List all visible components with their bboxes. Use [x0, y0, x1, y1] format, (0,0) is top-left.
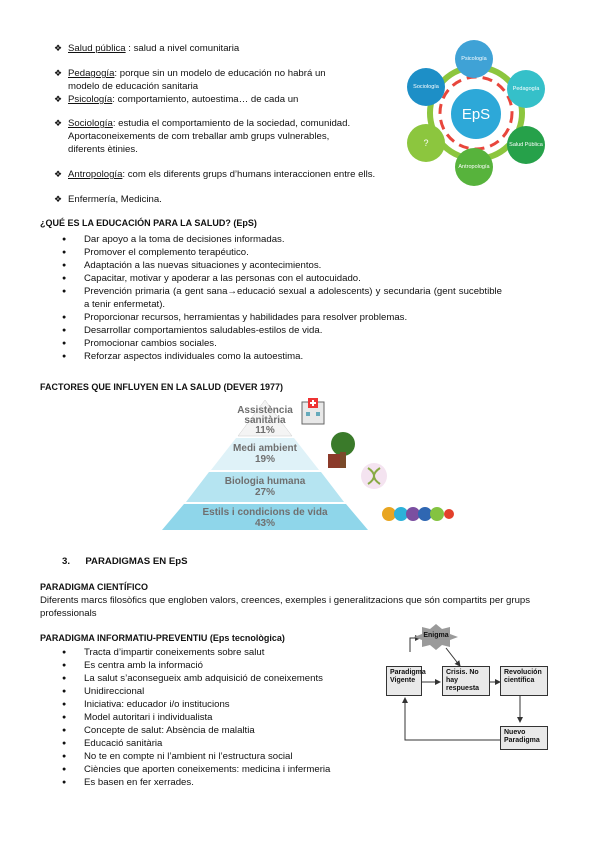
paradigma-vigente-box: Paradigma Vigente	[386, 666, 422, 696]
eps-section-title: ¿QUÉ ES LA EDUCACIÓN PARA LA SALUD? (EpS)	[40, 218, 257, 228]
field-text-2: Aportaconeixements de com treballar amb grups vulnerables,	[68, 131, 330, 142]
field-text: Enfermería, Medicina.	[68, 194, 162, 205]
eps-node-salud-publica: Salud Pública	[507, 126, 545, 164]
nuevo-paradigma-box: Nuevo Paradigma	[500, 726, 548, 750]
list-item: ● Proporcionar recursos, herramientas y habilidades para resolver problemas.	[62, 311, 502, 324]
pyramid-level-2: Medi ambient 19%	[233, 443, 297, 465]
field-name: Salud pública	[68, 43, 126, 54]
list-item: ● Iniciativa: educador i/o institucions	[62, 698, 362, 711]
cientific-title: PARADIGMA CIENTÍFICO	[40, 582, 148, 592]
field-text-3: diferents ètinies.	[68, 144, 138, 155]
list-item: ● Prevención primaria (a gent sana→educació sexual a adolescents) y secundaria (gent sucebtible a tenir enfermetat).	[62, 285, 502, 311]
lifestyle-icon	[382, 506, 454, 522]
list-item: ● No te en compte ni l’ambient ni l’estructura social	[62, 750, 362, 763]
list-item: ● Reforzar aspectos individuales como la autoestima.	[62, 350, 502, 363]
field-item: ❖ Salud pública : salud a nivel comunitaria	[54, 43, 240, 54]
list-item: ● Desarrollar comportamientos saludables-estilos de vida.	[62, 324, 502, 337]
list-item: ● Concepte de salut: Absència de malaltia	[62, 724, 362, 737]
lifestyle-icons	[382, 506, 454, 522]
eps-node-sociologia: Sociología	[407, 68, 445, 106]
field-name: Antropología	[68, 169, 123, 180]
hospital-icon	[298, 396, 328, 426]
list-item: ● Adaptación a las nuevas situaciones y acontecimientos.	[62, 259, 502, 272]
field-text: : comportamiento, autoestima… de cada un	[112, 94, 299, 105]
field-item: ❖ Sociología: estudia el comportamiento de la sociedad, comunidad. Aportaconeixements de com treballar amb grups vulnerables, diferents ètinies.	[54, 118, 351, 155]
list-item: ● Promover el complemento terapéutico.	[62, 246, 502, 259]
list-item: ● Capacitar, motivar y apoderar a las personas con el autocuidado.	[62, 272, 502, 285]
informatiu-title: PARADIGMA INFORMATIU-PREVENTIU (Eps tecnològica)	[40, 633, 285, 643]
pyramid-level-3: Biologia humana 27%	[224, 476, 306, 498]
paradigm-flow	[380, 622, 560, 752]
list-item: ● Ciències que aporten coneixements: medicina i infermeria	[62, 763, 362, 776]
list-item: ● Es centra amb la informació	[62, 659, 362, 672]
dna-icon	[360, 462, 388, 490]
eps-node-pedagogia: Pedagogía	[507, 70, 545, 108]
pyramid-level-4: Estils i condicions de vida 43%	[202, 507, 328, 529]
field-item: ❖ Pedagogía: porque sin un modelo de educación no habrá un modelo de educación sanitaria	[54, 68, 326, 92]
factors-title: FACTORES QUE INFLUYEN EN LA SALUD (DEVER 1977)	[40, 382, 284, 392]
informatiu-list	[62, 646, 362, 789]
fields-list	[54, 42, 398, 206]
list-item: ● Educació sanitària	[62, 737, 362, 750]
eps-list	[62, 233, 502, 363]
eps-node-unknown: ?	[407, 124, 445, 162]
pyramid-level-1: Assistència sanitària 11%	[237, 405, 293, 436]
revolucion-box: Revolución científica	[500, 666, 548, 696]
list-item: ● Promocionar cambios sociales.	[62, 337, 502, 350]
enigma-label: Enigma	[423, 632, 449, 639]
cientific-text: Diferents marcs filosòfics que engloben valors, creences, exemples i generalitzacions que són compartits per grups professionals	[40, 595, 531, 619]
list-item: ● Dar apoyo a la toma de decisiones informadas.	[62, 233, 502, 246]
field-name: Sociología	[68, 118, 113, 129]
field-name: Pedagogía	[68, 68, 115, 79]
list-item: ● Es basen en fer xerrades.	[62, 776, 362, 789]
eps-node-antropologia: Antropología	[455, 148, 493, 186]
list-item: ● Model autoritari i individualista	[62, 711, 362, 724]
tree-icon	[326, 430, 360, 470]
field-text: : porque sin un modelo de educación no habrá un	[114, 68, 326, 79]
field-text: : com els diferents grups d’humans interaccionen entre ells.	[122, 169, 376, 180]
eps-diagram	[403, 36, 549, 186]
list-item: ● La salut s’aconsegueix amb adquisició de coneixements	[62, 672, 362, 685]
list-item: ● Unidireccional	[62, 685, 362, 698]
field-text: : salud a nivel comunitaria	[125, 43, 240, 54]
eps-node-psicologia: Psicología	[455, 40, 493, 78]
field-text: : estudia el comportamiento de la sociedad, comunidad.	[112, 118, 351, 129]
field-name: Psicología	[68, 94, 113, 105]
section-3-heading: 3. PARADIGMAS EN EpS	[62, 556, 188, 567]
crisis-box: Crisis. No hay respuesta	[442, 666, 490, 696]
eps-center: EpS	[448, 86, 504, 142]
list-item: ● Tracta d’impartir coneixements sobre salut	[62, 646, 362, 659]
field-item: ❖ Psicología: comportamiento, autoestima… de cada un	[54, 94, 299, 105]
field-item: ❖ Enfermería, Medicina.	[54, 194, 162, 205]
field-item: ❖ Antropología: com els diferents grups d’humans interaccionen entre ells.	[54, 169, 376, 180]
field-text-2: modelo de educación sanitaria	[68, 81, 199, 92]
